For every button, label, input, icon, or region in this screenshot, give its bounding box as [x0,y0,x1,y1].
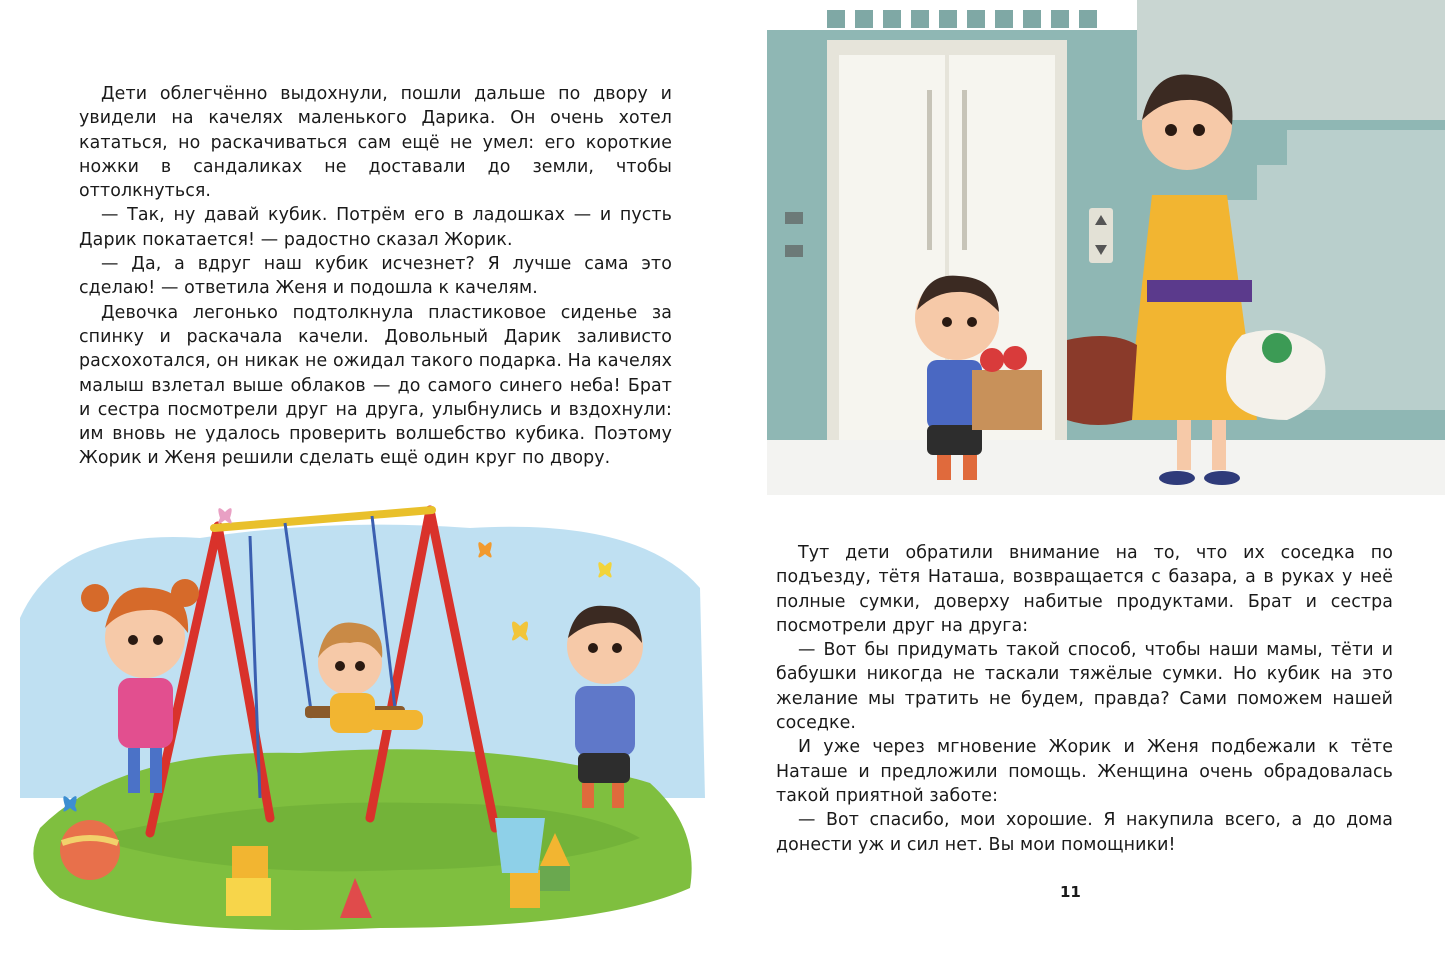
vent [827,10,1097,28]
paragraph: — Вот бы придумать такой способ, чтобы наши мамы, тёти и бабушки никогда не таскали тяжёлые сумки. Но кубик на это желание мы тратить не будем, правда? Сами поможем нашей соседке. [776,640,1393,734]
brown-bag [1067,336,1137,425]
paragraph: Девочка легонько подтолкнула пластиковое сиденье за спинку и раскачала качели. Довольный Дарик заливисто расхохотался, он никак не ожидал такого подарка. На качелях малыш взлетал выше облаков — до самого синего неба! Брат и сестра посмотрели друг на друга, улыбнулись и вздохнули: им вновь не удалось проверить волшебство кубика. Поэтому Жорик и Женя решили сделать ещё один круг по двору. [79,302,672,469]
paragraph: Тут дети обратили внимание на то, что их соседка по подъезду, тётя Наташа, возвращается с базара, а в руках у неё полные сумки, доверху набитые продуктами. Брат и сестра посмотрели друг на друга: [776,543,1393,636]
paragraph: — Так, ну давай кубик. Потрём его в ладошках — и пусть Дарик покатается! — радостно сказал Жорик. [79,205,672,250]
paragraph: Дети облегчённо выдохнули, пошли дальше по двору и увидели на качелях маленького Дарика. Он очень хотел кататься, но раскачиваться сам ещё не умел: его короткие ножки в сандаликах не доставали до земли, чтобы оттолкнуться. [79,84,672,202]
page-number: 11 [1060,883,1081,901]
ball [60,820,120,880]
floor [767,440,1445,495]
right-page [722,0,1445,958]
paragraph: — Вот спасибо, мои хорошие. Я накупила всего, а до дома донести уж и сил нет. Вы мои помощники! [776,810,1393,855]
paragraph: — Да, а вдруг наш кубик исчезнет? Я лучше сама это сделаю! — ответила Женя и подошла к качелям. [79,254,672,299]
right-page-text [776,541,1393,857]
bucket [495,818,545,873]
grocery-box [972,370,1042,430]
left-page-text [79,82,672,471]
playground-illustration [0,498,722,958]
paragraph: И уже через мгновение Жорик и Женя подбежали к тёте Наташе и предложили помощь. Женщина очень обрадовалась такой приятной заботе: [776,737,1393,806]
stairwell-illustration [767,0,1445,495]
left-page [0,0,722,958]
